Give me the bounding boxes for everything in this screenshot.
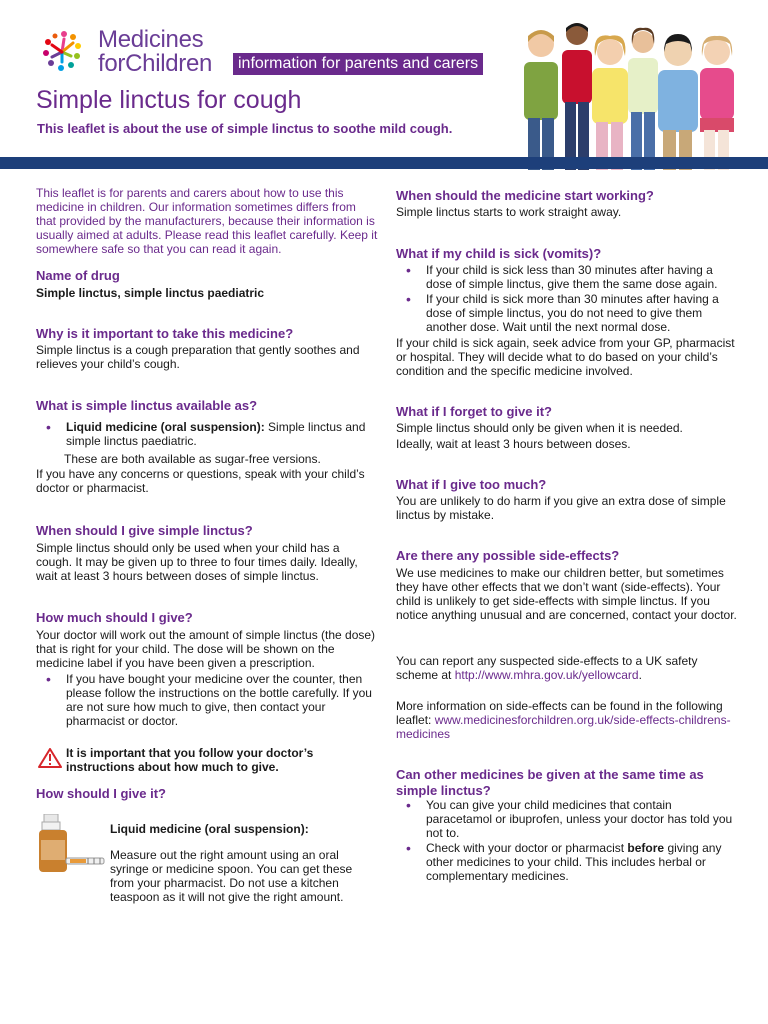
- other-bullet-text-bold: before: [627, 841, 665, 855]
- sugar-free-note: These are both available as sugar-free versions.: [64, 452, 321, 466]
- logo-text-medicines: Medicines: [98, 26, 204, 53]
- intro-paragraph: This leaflet is for parents and carers about how to use this medicine in children. Our information sometimes differs from that provided by the manufacturers, because their information is usually aimed at adults. Please read this leaflet carefully. Keep it somewhere safe so that you can read it again.: [36, 186, 378, 256]
- header-divider-band: [0, 157, 768, 169]
- liquid-medicine-heading: Liquid medicine (oral suspension):: [110, 822, 309, 836]
- when-give-text: Simple linctus should only be used when your child has a cough. It may be given up to three to four times daily. Ideally, wait at least 3 hours between doses of simple linctus.: [36, 541, 358, 583]
- heading-when-give: When should I give simple linctus?: [36, 523, 253, 538]
- liquid-medicine-text: Measure out the right amount using an oral syringe or medicine spoon. You can get these from your pharmacist. Do not use a kitchen teaspoon as it will not give the right amount.: [110, 848, 353, 904]
- report-side-effects-text: [396, 654, 738, 682]
- heading-start-working: When should the medicine start working?: [396, 188, 654, 203]
- heading-how-much: How much should I give?: [36, 610, 193, 625]
- sick-again-text: If your child is sick again, seek advice from your GP, pharmacist or hospital. They will decide what to do based on your child’s condition and the specific medicine involved.: [396, 336, 735, 378]
- heading-how-give: How should I give it?: [36, 786, 166, 801]
- list-item: • If your child is sick less than 30 minutes after having a dose of simple linctus, give them the same dose again.: [396, 263, 738, 291]
- side-effects-text: We use medicines to make our children better, but sometimes they have other effects that we don’t want (side-effects). Your child is unlikely to get side-effects with simple linctus. If you notice anything unusual and are concerned, contact your doctor.: [396, 566, 737, 622]
- how-much-text: Your doctor will work out the amount of simple linctus (the dose) that is right for your child. The dose will be shown on the medicine label if you have been given a prescription.: [36, 628, 376, 670]
- heading-name-of-drug: Name of drug: [36, 268, 120, 283]
- leaflet-subtitle: This leaflet is about the use of simple linctus to soothe mild cough.: [37, 121, 453, 136]
- report-text: You can report any suspected side-effects to a UK safety scheme at: [396, 654, 698, 682]
- other-medicines-list: [396, 798, 738, 883]
- forget-text-line1: Simple linctus should only be given when it is needed.: [396, 421, 683, 435]
- list-item: [36, 420, 378, 448]
- available-form-label: Liquid medicine (oral suspension):: [66, 420, 265, 434]
- list-item: • You can give your child medicines that contain paracetamol or ibuprofen, unless your doctor has told you not to.: [396, 798, 738, 840]
- list-item: • If you have bought your medicine over the counter, then please follow the instructions on the bottle carefully. If you are not sure how much to give, then contact your pharmacist or doctor.: [36, 672, 378, 728]
- tagline-banner: information for parents and carers: [233, 53, 483, 75]
- warning-triangle-icon: [38, 748, 62, 768]
- warning-text: It is important that you follow your doctor’s instructions about how much to give.: [66, 746, 314, 774]
- available-form-text: Simple linctus and simple linctus paediatric.: [66, 420, 366, 448]
- too-much-text: You are unlikely to do harm if you give an extra dose of simple linctus by mistake.: [396, 494, 726, 522]
- leaflet-title: Simple linctus for cough: [36, 86, 302, 114]
- start-working-text: Simple linctus starts to work straight away.: [396, 205, 622, 219]
- other-bullet-text-end: giving any other medicines to your child. This includes herbal or complementary medicines.: [426, 841, 722, 883]
- dose-warning: [36, 746, 378, 780]
- leaflet-header: [0, 0, 768, 170]
- heading-side-effects: Are there any possible side-effects?: [396, 548, 620, 563]
- heading-other-medicines: Can other medicines be given at the same time as simple linctus?: [396, 767, 704, 798]
- drug-name: Simple linctus, simple linctus paediatric: [36, 286, 265, 300]
- concerns-text: If you have any concerns or questions, speak with your child’s doctor or pharmacist.: [36, 467, 365, 495]
- heading-forget: What if I forget to give it?: [396, 404, 552, 419]
- why-important-text: Simple linctus is a cough preparation that gently soothes and relieves your child’s cough.: [36, 343, 360, 371]
- medicine-bottle-syringe-icon: [36, 814, 108, 878]
- forget-text-line2: Ideally, wait at least 3 hours between doses.: [396, 437, 631, 451]
- children-photo: [518, 22, 748, 170]
- sick-vomits-list: [396, 263, 738, 334]
- heading-available-as: What is simple linctus available as?: [36, 398, 258, 413]
- list-item: [396, 841, 738, 883]
- more-info-text: More information on side-effects can be found in the following leaflet:: [396, 699, 723, 727]
- available-as-list: [36, 420, 378, 448]
- logo-burst-icon: [38, 28, 94, 78]
- how-much-list: [36, 672, 378, 728]
- heading-why-important: Why is it important to take this medicine?: [36, 326, 294, 341]
- list-item: • If your child is sick more than 30 minutes after having a dose of simple linctus, you do not need to give them another dose. Wait until the next normal dose.: [396, 292, 738, 334]
- side-effects-leaflet-link[interactable]: www.medicinesforchildren.org.uk/side-effects-childrens-medicines: [396, 713, 731, 741]
- mhra-yellowcard-link[interactable]: http://www.mhra.gov.uk/yellowcard: [454, 668, 639, 682]
- report-text-end: .: [638, 668, 642, 682]
- heading-sick-vomits: What if my child is sick (vomits)?: [396, 246, 602, 261]
- heading-too-much: What if I give too much?: [396, 477, 547, 492]
- medicines-for-children-logo: [38, 28, 228, 78]
- other-bullet-text-start: Check with your doctor or pharmacist: [426, 841, 628, 855]
- more-information-text: [396, 699, 738, 741]
- logo-text-for-children: forChildren: [98, 50, 213, 77]
